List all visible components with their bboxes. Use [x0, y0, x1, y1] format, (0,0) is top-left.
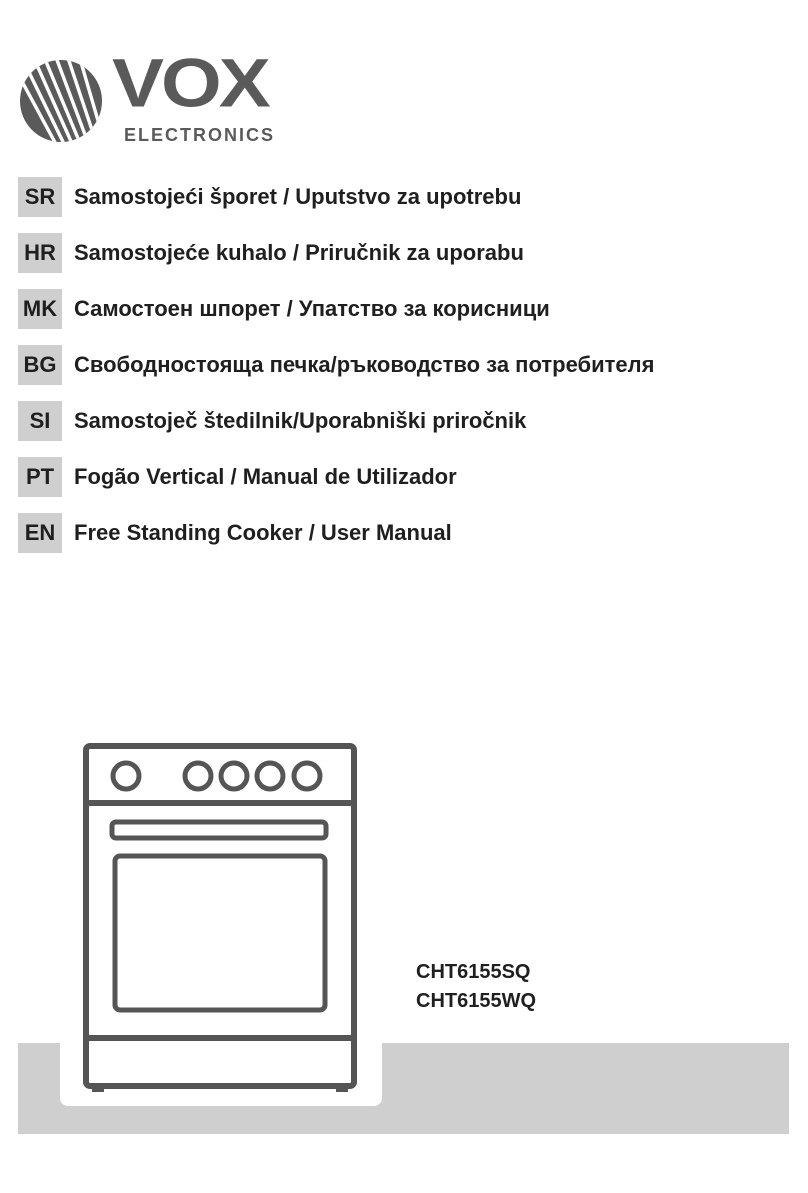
language-row-si — [18, 398, 798, 443]
language-title: Samostojeći šporet / Uputstvo za upotrebu — [74, 183, 522, 209]
language-title: Samostojeće kuhalo / Priručnik za uporabu — [74, 239, 524, 265]
language-title: Fogão Vertical / Manual de Utilizador — [74, 463, 457, 489]
knob-icon — [294, 763, 320, 789]
knob-icon — [221, 763, 247, 789]
language-code-badge: PT — [18, 457, 62, 497]
knob-icon — [185, 763, 211, 789]
language-row-hr — [18, 230, 798, 275]
language-row-en — [18, 510, 798, 555]
cooker-foot — [92, 1084, 104, 1092]
language-title: Самостоен шпорет / Упатство за корисници — [74, 295, 550, 321]
language-code-badge: SR — [18, 177, 62, 217]
language-row-pt — [18, 454, 798, 499]
language-title: Samostoječ štedilnik/Uporabniški priročnik — [74, 407, 527, 433]
language-row-sr — [18, 174, 798, 219]
oven-door-handle — [112, 822, 326, 838]
language-code-badge: SI — [18, 401, 62, 441]
language-row-mk — [18, 286, 798, 331]
brand-name: VOX — [112, 44, 268, 122]
language-title: Free Standing Cooker / User Manual — [74, 519, 452, 545]
language-code-badge: BG — [18, 345, 62, 385]
model-number: CHT6155SQ — [416, 961, 531, 983]
language-code-badge: HR — [18, 233, 62, 273]
model-numbers — [416, 958, 536, 1016]
knob-icon — [113, 763, 139, 789]
model-number: CHT6155WQ — [416, 990, 537, 1012]
language-code-badge: EN — [18, 513, 62, 553]
cooker-illustration — [56, 740, 386, 1110]
brand-subtitle: ELECTRONICS — [124, 125, 276, 145]
cooker-foot — [336, 1084, 348, 1092]
knob-icon — [257, 763, 283, 789]
language-code-badge: MK — [18, 289, 62, 329]
language-title: Свободностояща печка/ръководство за потребителя — [74, 351, 655, 377]
oven-window — [115, 856, 325, 1010]
language-list — [18, 174, 798, 566]
language-row-bg — [18, 342, 798, 387]
